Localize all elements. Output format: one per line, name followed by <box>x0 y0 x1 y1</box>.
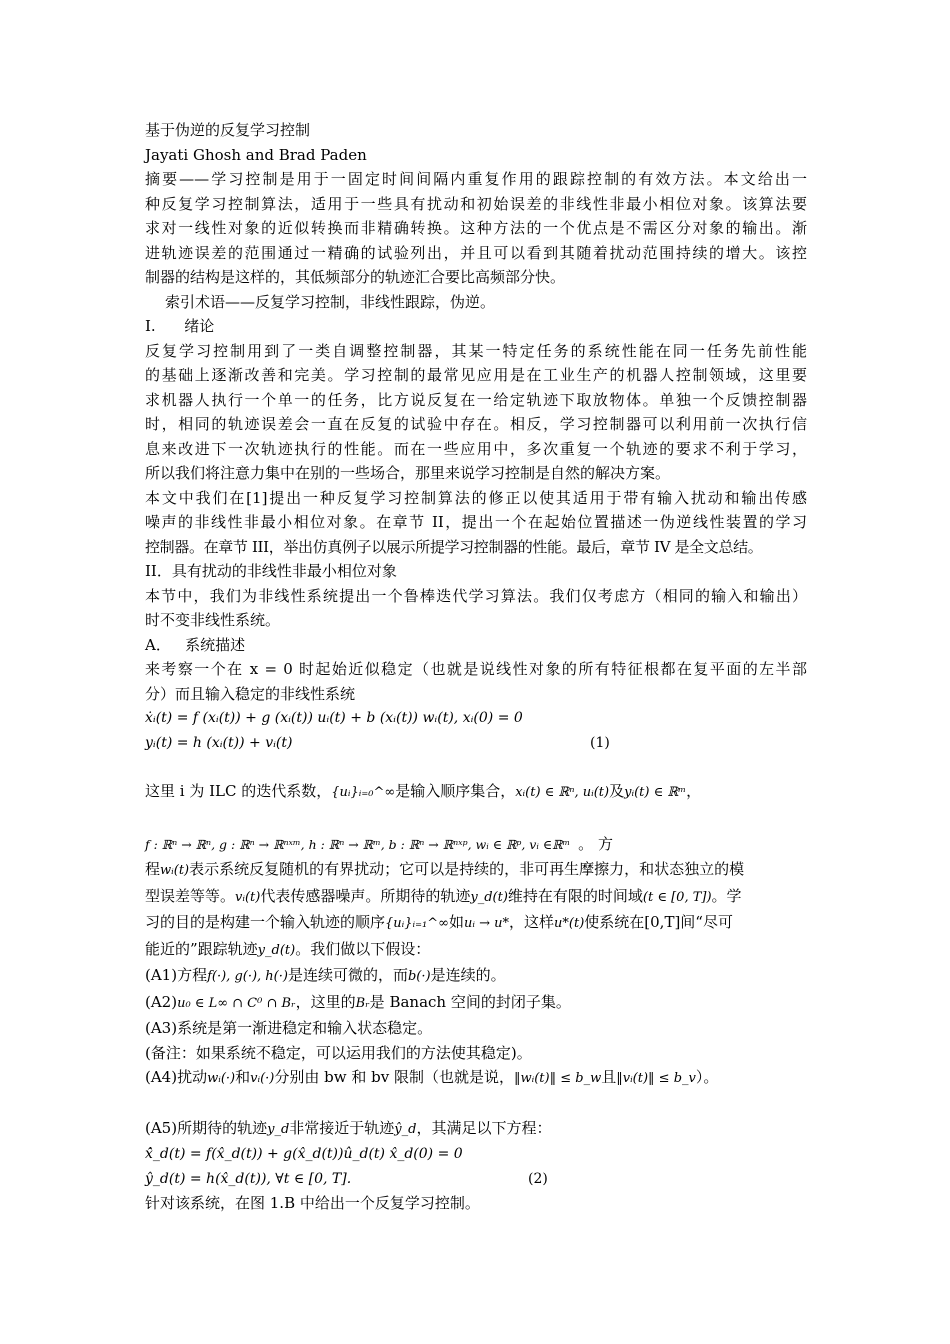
math-inline: {uᵢ}ᵢ₌₀^∞ <box>331 785 396 800</box>
math-inline: wᵢ(t) <box>160 863 190 878</box>
assumption-a3: (A3)系统是第一渐进稳定和输入状态稳定。 <box>145 1019 433 1037</box>
text-run: 非常接近于轨迹 <box>289 1118 395 1137</box>
math-inline: u₀ ∈ L∞ ∩ C⁰ ∩ Bᵣ <box>177 995 296 1011</box>
math-inline: y_d(t) <box>470 889 508 905</box>
text-run: 维持在有限的时间域 <box>507 886 643 905</box>
text-run: 及 <box>609 782 625 800</box>
equation-number: (1) <box>590 734 610 751</box>
math-inline: f : ℝⁿ → ℝⁿ, g : ℝⁿ → ℝⁿˣᵐ, h : ℝⁿ → ℝᵐ, b : ℝⁿ → ℝⁿˣᵖ, wᵢ ∈ ℝᵖ, vᵢ ∈ℝᵐ <box>145 836 571 852</box>
text-line: 时，相同的轨迹误差会一直在反复的试验中存在。相反，学习控制器可以利用前一次执行信 <box>145 415 807 433</box>
math-inline: vᵢ(·) <box>250 1071 275 1086</box>
math-inline: (t ∈ [0, T]) <box>642 889 712 905</box>
text-run: 是连续的。 <box>430 966 506 984</box>
text-line: 所以我们将注意力集中在别的一些场合，那里来说学习控制是自然的解决方案。 <box>145 464 671 482</box>
text-line: 本节中，我们为非线性系统提出一个鲁棒迭代学习算法。我们仅考虑方（相同的输入和输出） <box>145 586 807 605</box>
paper-authors: Jayati Ghosh and Brad Paden <box>145 145 367 164</box>
text-run: 。 方 <box>578 834 613 853</box>
text-run: 使系统在[0,T]间“尽可 <box>584 913 733 931</box>
text-line <box>145 937 807 964</box>
text-run: 是 Banach 空间的封闭子集。 <box>369 992 571 1011</box>
math-inline: f(·), g(·), h(·) <box>207 969 288 984</box>
text-run: ，这里的 <box>295 992 356 1011</box>
equation-2 <box>145 1142 807 1191</box>
math-inline: yᵢ(t) ∈ ℝᵐ <box>624 785 687 800</box>
math-inline: u*(t) <box>554 916 585 931</box>
math-inline: ‖wᵢ(t)‖ ≤ b_w <box>513 1071 602 1086</box>
math-inline: Bᵣ <box>355 995 370 1011</box>
equation-line <box>145 731 807 756</box>
text-line: 分）而且输入稳定的非线性系统 <box>145 684 356 703</box>
text-run: 习的目的是构建一个输入轨迹的顺序 <box>145 913 386 931</box>
math-inline: uᵢ → u* <box>463 916 510 931</box>
text-run: ）。 <box>695 1068 719 1086</box>
text-line <box>145 884 807 911</box>
equation-line: ẋᵢ(t) = f (xᵢ(t)) + g (xᵢ(t)) uᵢ(t) + b (xᵢ(t)) wᵢ(t), xᵢ(0) = 0 <box>145 710 523 726</box>
text-line: 来考察一个在 x = 0 时起始近似稳定（也就是说线性对象的所有特征根都在复平面的左半部 <box>145 660 807 678</box>
math-inline: y_d(t) <box>257 942 296 958</box>
math-inline: y_d <box>267 1121 290 1137</box>
text-line: 噪声的非线性非最小相位对象。在章节 II，提出一个在起始位置描述一伪逆线性装置的学习 <box>145 513 807 531</box>
assumption-a1 <box>145 963 807 990</box>
subsection-heading-a: A． 系统描述 <box>145 635 246 654</box>
equation-number: (2) <box>528 1170 548 1187</box>
text-run: 。学 <box>711 886 742 905</box>
text-run: (A2) <box>145 992 178 1011</box>
text-line: 时不变非线性系统。 <box>145 611 281 629</box>
assumption-note: (备注：如果系统不稳定，可以运用我们的方法使其稳定)。 <box>145 1043 532 1062</box>
math-inline: b(·) <box>407 969 431 984</box>
math-inline: ŷ_d <box>394 1121 417 1137</box>
text-run: ，其满足以下方程： <box>416 1118 552 1137</box>
math-inline: vᵢ(t) <box>235 889 261 905</box>
text-run: 和 <box>235 1068 251 1086</box>
math-inline: ‖vᵢ(t)‖ ≤ b_v <box>616 1071 696 1086</box>
paragraph-sec2 <box>145 584 807 633</box>
document-page <box>145 118 807 1216</box>
text-run: ，这样 <box>509 913 555 931</box>
text-line <box>145 910 807 937</box>
abstract <box>145 167 807 290</box>
text-run: 是连续可微的，而 <box>287 966 408 984</box>
text-line: 摘要——学习控制是用于一固定时间间隔内重复作用的跟踪控制的有效方法。本文给出一 <box>145 170 807 188</box>
closing-line: 针对该系统，在图 1.B 中给出一个反复学习控制。 <box>145 1194 480 1212</box>
math-inline: xᵢ(t) ∈ ℝⁿ, uᵢ(t) <box>515 785 610 800</box>
text-line <box>145 857 807 884</box>
math-inline: {uᵢ}ᵢ₌₁^∞ <box>385 916 449 931</box>
text-run: 这里 i 为 ILC 的迭代系数， <box>145 782 332 800</box>
text-run: (A1)方程 <box>145 966 208 984</box>
text-line: 进轨迹误差的范围通过一精确的试验列出，并且可以看到其随着扰动范围持续的增大。该控 <box>145 243 807 262</box>
section-heading-1: I. 绪论 <box>145 317 215 335</box>
equation-1 <box>145 706 807 755</box>
assumptions-list <box>145 963 807 1142</box>
text-line: 求机器人执行一个单一的任务，比方说反复在一给定轨迹下取放物体。单独一个反馈控制器 <box>145 390 807 409</box>
text-run: 分别由 bw 和 bv 限制（也就是说， <box>274 1068 514 1086</box>
equation-line <box>145 1167 807 1192</box>
assumption-a4 <box>145 1065 807 1092</box>
paragraph-intro-2 <box>145 486 807 560</box>
text-line: 控制器。在章节 III，举出仿真例子以展示所提学习控制器的性能。最后，章节 IV 是全文总结。 <box>145 537 763 556</box>
assumption-a2 <box>145 990 807 1017</box>
text-run: 。我们做以下假设： <box>295 939 431 958</box>
text-line: 的基础上逐渐改善和完美。学习控制的最常见应用是在工业生产的机器人控制领域，这里要 <box>145 366 807 384</box>
equation-text: yᵢ(t) = h (xᵢ(t)) + vᵢ(t) <box>145 734 293 751</box>
text-line: 本文中我们在[1]提出一种反复学习控制算法的修正以使其适用于带有输入扰动和输出传感 <box>145 488 807 507</box>
paragraph-disturbance <box>145 857 807 963</box>
paragraph-iteration <box>145 779 807 806</box>
assumption-a5 <box>145 1116 807 1143</box>
text-run: (A5)所期待的轨迹 <box>145 1118 268 1137</box>
section-heading-2: II．具有扰动的非线性非最小相位对象 <box>145 562 397 580</box>
text-run: (A4)扰动 <box>145 1068 208 1086</box>
paragraph-maps <box>145 832 807 858</box>
text-run: 代表传感器噪声。所期待的轨迹 <box>260 886 471 905</box>
text-line: 制器的结构是这样的，其低频部分的轨迹汇合要比高频部分快。 <box>145 268 566 286</box>
text-run: ， <box>686 782 702 800</box>
text-line: 息来改进下一次轨迹执行的性能。而在一些应用中，多次重复一个轨迹的要求不利于学习， <box>145 439 807 458</box>
text-run: 能近的”跟踪轨迹 <box>145 939 258 958</box>
text-line: 反复学习控制用到了一类自调整控制器，其某一特定任务的系统性能在同一任务先前性能 <box>145 341 807 360</box>
paper-title: 基于伪逆的反复学习控制 <box>145 121 311 139</box>
text-run: 如 <box>448 913 464 931</box>
text-run: 是输入顺序集合， <box>395 782 516 800</box>
text-line: 种反复学习控制算法，适用于一些具有扰动和初始误差的非线性非最小相位对象。该算法要 <box>145 194 807 213</box>
keywords: 索引术语——反复学习控制，非线性跟踪，伪逆。 <box>165 292 496 311</box>
text-run: 型误差等等。 <box>145 886 236 905</box>
text-run: 程 <box>145 860 161 878</box>
math-inline: wᵢ(·) <box>207 1071 236 1086</box>
equation-text: ŷ_d(t) = h(x̂_d(t)), ∀t ∈ [0, T]. <box>145 1170 352 1187</box>
text-line: 求对一线性对象的近似转换而非精确转换。这种方法的一个优点是不需区分对象的输出。渐 <box>145 219 807 237</box>
paragraph-system <box>145 657 807 706</box>
text-run: 表示系统反复随机的有界扰动；它可以是持续的，非可再生摩擦力，和状态独立的模 <box>189 860 745 878</box>
text-run: 且 <box>601 1068 617 1086</box>
equation-line: x̂̇_d(t) = f(x̂_d(t)) + g(x̂_d(t))û_d(t) x̂_d(0) = 0 <box>145 1146 463 1162</box>
paragraph-intro-1 <box>145 339 807 486</box>
